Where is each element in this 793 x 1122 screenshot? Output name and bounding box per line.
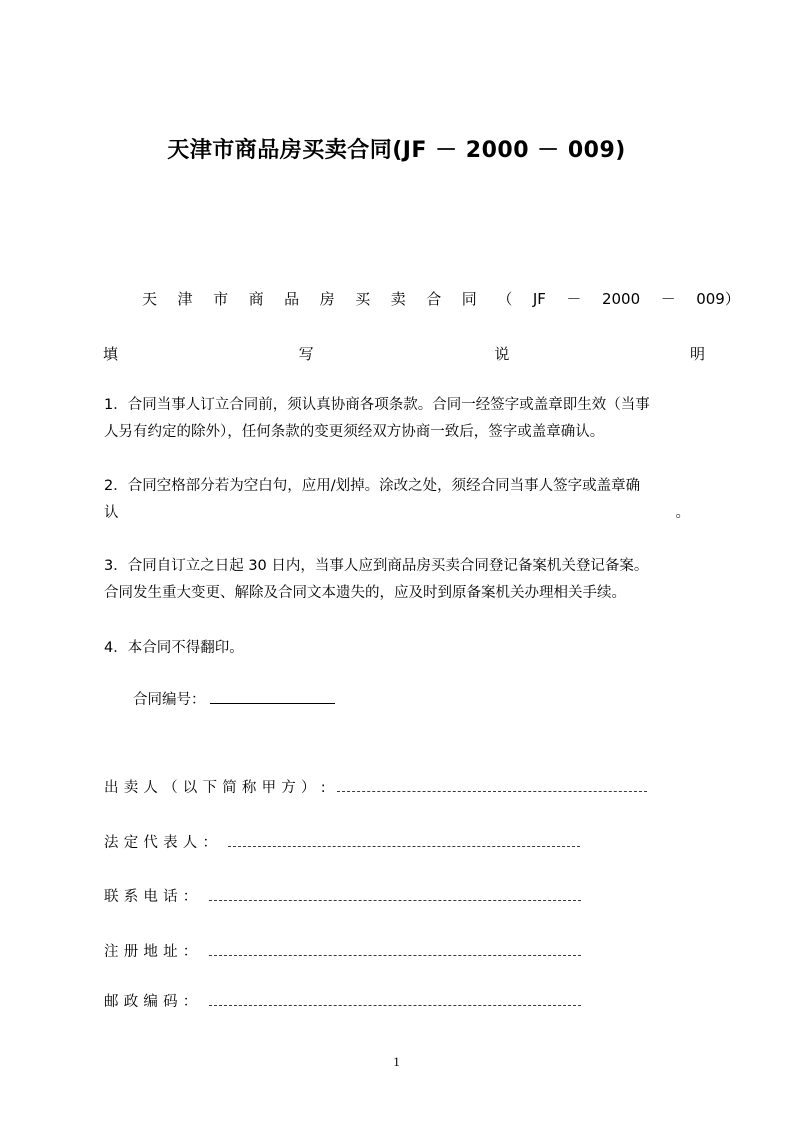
heading-char: 市 [213, 290, 229, 308]
heading-char: － [566, 290, 582, 308]
heading-char: 津 [177, 290, 193, 308]
contract-number-blank[interactable] [210, 689, 335, 704]
field-blank-legal-representative[interactable] [228, 835, 580, 847]
field-row-phone [104, 886, 581, 908]
heading-char: 卖 [390, 290, 406, 308]
heading-char: 同 [461, 290, 477, 308]
heading-char: 写 [298, 345, 314, 363]
paragraph-line-justified [104, 500, 690, 527]
field-blank-registered-address[interactable] [209, 944, 581, 956]
field-blank-seller[interactable] [337, 780, 647, 792]
contract-number-label: 合同编号： [133, 692, 206, 708]
paragraph-line: 2．合同空格部分若为空白句，应用/划掉。涂改之处，须经合同当事人签字或盖章确 [104, 478, 641, 494]
instruction-paragraph-3 [104, 553, 702, 607]
heading-char: 明 [689, 345, 705, 363]
paragraph-line: 1．合同当事人订立合同前，须认真协商各项条款。合同一经签字或盖章即生效（当事 [104, 397, 650, 413]
heading-char: 买 [355, 290, 371, 308]
contract-number-row [133, 688, 335, 712]
paragraph-line: 人另有约定的除外），任何条款的变更须经双方协商一致后，签字或盖章确认。 [104, 424, 605, 440]
heading-char: 商 [248, 290, 264, 308]
heading-char: 合 [426, 290, 442, 308]
paragraph-line-start: 认 [104, 505, 119, 521]
field-row-postal-code [104, 991, 581, 1013]
page-title: 天津市商品房买卖合同(JF － 2000 － 009) [167, 138, 626, 163]
field-label-postal-code: 邮政编码： [104, 994, 203, 1010]
heading-char: JF [532, 290, 546, 308]
field-label-legal-representative: 法定代表人： [104, 835, 223, 851]
field-row-registered-address [104, 941, 581, 963]
heading-char: （ [497, 290, 513, 308]
heading-char: 填 [103, 345, 119, 363]
heading-char: － [660, 290, 676, 308]
field-label-phone: 联系电话： [104, 889, 203, 905]
heading-char: 天 [142, 290, 158, 308]
field-row-seller [104, 777, 647, 799]
instruction-paragraph-1 [104, 392, 793, 446]
contract-name-heading [142, 288, 740, 310]
field-label-seller: 出卖人（以下简称甲方）: [104, 780, 331, 796]
paragraph-line: 合同发生重大变更、解除及合同文本遗失的，应及时到原备案机关办理相关手续。 [104, 585, 626, 601]
heading-char: 说 [494, 345, 510, 363]
heading-char: 2000 [601, 290, 641, 308]
instruction-paragraph-4: 4．本合同不得翻印。 [104, 640, 244, 656]
heading-char: 品 [284, 290, 300, 308]
instructions-heading [103, 343, 705, 365]
field-blank-phone[interactable] [209, 889, 581, 901]
paragraph-line-end: 。 [675, 505, 690, 521]
heading-char: 009） [696, 290, 740, 308]
instruction-paragraph-2 [104, 473, 700, 527]
field-blank-postal-code[interactable] [209, 994, 581, 1006]
page-number: 1 [393, 1054, 400, 1069]
heading-char: 房 [319, 290, 335, 308]
paragraph-line: 3．合同自订立之日起 30 日内，当事人应到商品房买卖合同登记备案机关登记备案。 [104, 558, 649, 574]
field-row-legal-representative [104, 832, 580, 854]
field-label-registered-address: 注册地址： [104, 944, 203, 960]
